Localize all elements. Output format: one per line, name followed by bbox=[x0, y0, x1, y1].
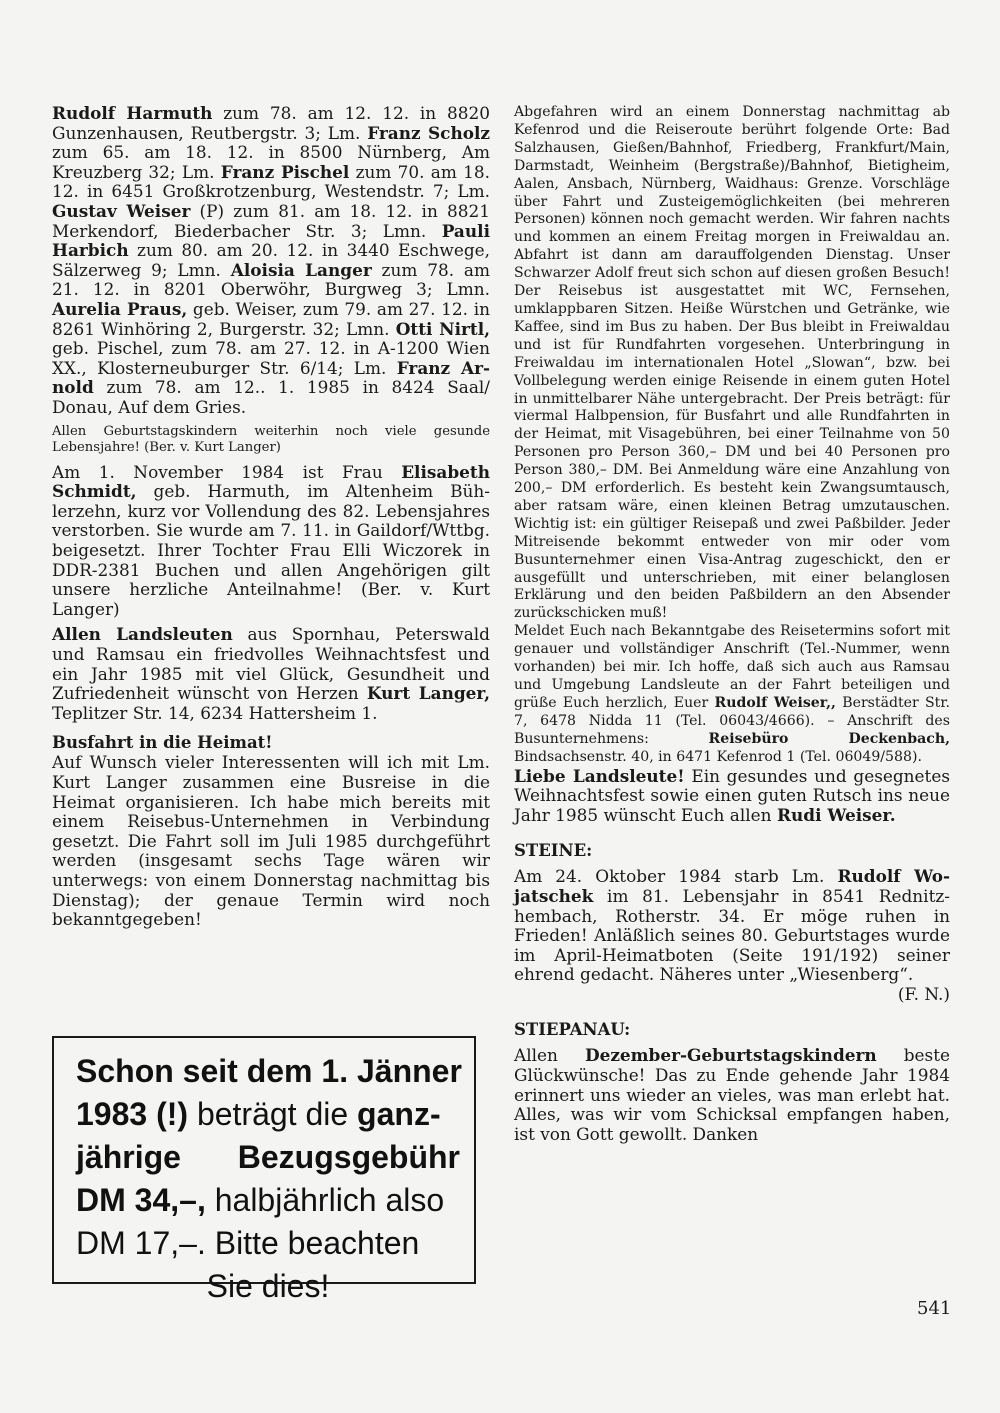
bus-trip-continuation: Abgefahren wird an einem Donnerstag nachmittag ab Kefenrod und die Reiseroute berührt folgende Orte: Bad Salzhausen, Gießen/Bahnhof, Friedberg, Frankfurt/Main, Darmstadt, Weinheim (Bergstraße)/Bahnhof, Bietigheim, Aalen, Ansbach, Nürnberg, Waidhaus: Grenze. Vorschläge über Fahrt und Zusteigemöglichkeiten (bei mehreren Personen) können noch gemacht werden. Wir fahren nachts und kommen an einem Freitag morgen in Freiwaldau an. Abfahrt ist dann am darauffolgenden Dienstag. Unser Schwarzer Adolf freut sich schon auf diesen großen Besuch! Der Reisebus ist ausgestattet mit WC, Fernsehen, umklappbaren Sitzen. Heiße Würstchen und Getränke, wie Kaffee, sind im Bus zu haben. Der Bus bleibt in Freiwaldau und ist für Rundfahrten vorgesehen. Unterbringung in Freiwaldau im internationalen Hotel „Slowan“, bzw. bei Vollbelegung werden einige Reisende in einem guten Hotel in unmittelbarer Nähe untergebracht. Der Preis beträgt: für viermal Halbpension, für Busfahrt und alle Rundfahrten in der Heimat, mit Visagebühren, bei einer Teilnahme von 50 Personen pro Person 360,– DM und bei 40 Personen pro Person 380,– DM. Bei Anmeldung wäre eine Anzahlung von 200,– DM erforderlich. Es besteht kein Zwangsumtausch, aber ratsam wäre, einen kleinen Betrag umzutauschen. Wichtig ist: ein gültiger Reisepaß und zwei Paßbilder. Jeder Mitreisende bekommt entweder von mir oder vom Busunternehmer einen Visa-Antrag zugeschickt, den er ausgefüllt und unterschrieben, mit einer belanglosen Erklärung und den beiden Paßbildern an den Absender zurückschicken muß! bbox=[514, 104, 950, 622]
bus-trip-heading: Busfahrt in die Heimat! bbox=[52, 733, 273, 753]
stiepanau-heading: STIEPANAU: bbox=[514, 1020, 631, 1040]
steine-obituary: Am 24. Oktober 1984 starb Lm. Rudolf Wojatschek im 81. Lebensjahr in 8541 Rednitzhembach, Rotherstr. 34. Er möge ruhen in Frieden! Anläßlich seines 80. Geburtstages wurde im April-Heimatboten (Seite 191/192) seiner ehrend gedacht. Näheres unter „Wiesenberg“. bbox=[514, 866, 950, 985]
notice-line-3: jährige Bezugsgebühr bbox=[76, 1139, 460, 1175]
notice-line-4: DM 34,–, halbjährlich also bbox=[76, 1182, 445, 1218]
notice-line-6: Sie dies! bbox=[206, 1268, 330, 1304]
christmas-greeting-langer: Allen Landsleuten aus Spornhau, Peterswald und Ramsau ein friedvolles Weihnachtsfest und ein Jahr 1985 mit viel Glück, Gesundheit und Zufriedenheit wünscht von Herzen Kurt Langer, Teplitzer Str. 14, 6234 Hattersheim 1. bbox=[52, 624, 490, 723]
steine-heading: STEINE: bbox=[514, 841, 593, 861]
birthday-list: Rudolf Harmuth zum 78. am 12. 12. in 8820 Gunzenhausen, Reutbergstr. 3; Lm. Franz Scholz zum 65. am 18. 12. in 8500 Nürnberg, Am Kreuzberg 32; Lm. Franz Pischel zum 70. am 18. 12. in 6451 Großkrotzenburg, Westendstr. 7; Lm. Gustav Weiser (P) zum 81. am 18. 12. in 8821 Merkendorf, Biederbacher Str. 3; Lmn. Pauli Harbich zum 80. am 20. 12. in 3440 Eschwege, Sälzerweg 9; Lmn. Aloisia Langer zum 78. am 21. 12. in 8201 Oberwöhr, Burgweg 3; Lmn. Aurelia Praus, geb. Weiser, zum 79. am 27. 12. in 8261 Winhöring 2, Burgerstr. 32; Lmn. Otti Nirtl, geb. Pischel, zum 78. am 27. 12. in A-1200 Wien XX., Klosterneuburger Str. 6/14; Lm. Franz Arnold zum 78. am 12.. 1. 1985 in 8424 Saal/ Donau, Auf dem Gries. bbox=[52, 103, 491, 417]
stiepanau-text: Allen Dezember-Geburtstagskindern beste Glückwünsche! Das zu Ende gehende Jahr 1984 erinnert uns wieder an vieles, was man erlebt hat. Alles, was wir vom Schicksal empfangen haben, ist von Gott gewollt. Danken bbox=[514, 1045, 950, 1144]
left-column bbox=[52, 104, 490, 930]
notice-line-2: 1983 (!) beträgt die ganz- bbox=[76, 1096, 441, 1132]
steine-signature: (F. N.) bbox=[897, 983, 950, 1004]
right-column bbox=[514, 104, 950, 1144]
bus-trip-text: Auf Wunsch vieler Interessenten will ich mit Lm. Kurt Langer zusammen eine Busreise in die Heimat organisieren. Ich habe mich bereits mit einem Reisebus-Unternehmen in Verbindung gesetzt. Die Fahrt soll im Juli 1985 durchgeführt werden (insgesamt sechs Tage wären wir unterwegs: von einem Donnerstag nachmittag bis Dienstag); der genaue Termin wird noch bekanntgegeben! bbox=[52, 752, 490, 930]
bus-trip-contact: Meldet Euch nach Bekanntgabe des Reisetermins sofort mit genauer und vollständiger Anschrift (Tel.-Nummer, wenn vorhanden) bei mir. Ich hoffe, daß sich auch aus Ramsau und Umgebung Landsleute an der Fahrt beteiligen und grüße Euch herzlich, Euer Rudolf Weiser,, Berstädter Str. 7, 6478 Nidda 11 (Tel. 06043/4666). – Anschrift des Busunternehmens: Reisebüro Deckenbach, Bindsachsenstr. 40, in 6471 Kefenrod 1 (Tel. 06049/588). bbox=[514, 623, 950, 765]
steine-signature-row bbox=[514, 985, 950, 1005]
subscription-fee-notice bbox=[52, 1036, 476, 1304]
christmas-greeting-weiser: Liebe Landsleute! Ein gesundes und gesegnetes Weihnachtsfest sowie einen guten Rutsch ins neue Jahr 1985 wünscht Euch allen Rudi Weiser. bbox=[514, 765, 950, 825]
birthday-wishes: Allen Geburtstagskindern weiterhin noch viele gesunde Lebensjahre! (Ber. v. Kurt Langer) bbox=[52, 423, 490, 456]
page-number: 541 bbox=[917, 1298, 952, 1319]
notice-line-1: Schon seit dem 1. Jänner bbox=[76, 1053, 462, 1089]
obituary-schmidt: Am 1. November 1984 ist Frau Elisabeth Schmidt, geb. Harmuth, im Altenheim Bühlerzehn, kurz vor Vollendung des 82. Lebensjahres verstorben. Sie wurde am 7. 11. in Gaildorf/Wttbg. beigesetzt. Ihrer Tochter Frau Elli Wiczorek in DDR-2381 Buchen und allen Angehörigen gilt unsere herzliche Anteilnahme! (Ber. v. Kurt Langer) bbox=[52, 461, 490, 619]
notice-line-5: DM 17,–. Bitte beachten bbox=[76, 1225, 420, 1261]
